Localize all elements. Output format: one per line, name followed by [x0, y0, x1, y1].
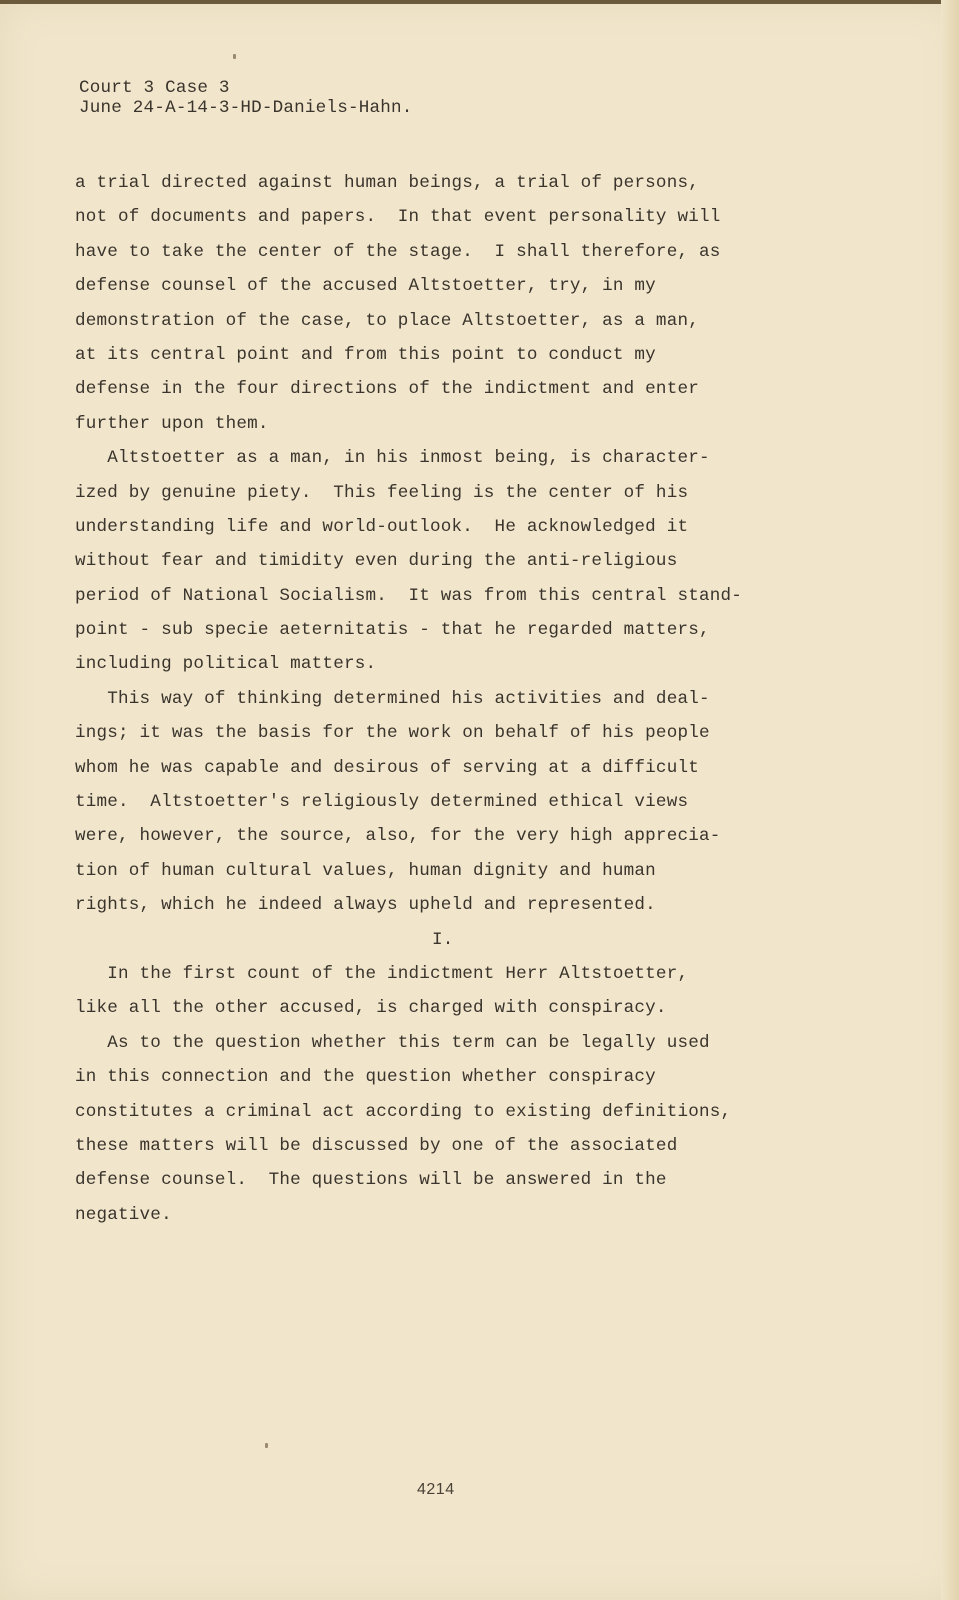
document-header: [79, 78, 413, 118]
body-line: As to the question whether this term can be legally used: [75, 1032, 710, 1053]
page-right-edge: [941, 0, 959, 1600]
body-line: This way of thinking determined his activities and deal-: [75, 688, 710, 709]
paper-speck: [233, 54, 236, 59]
body-line: at its central point and from this point to conduct my: [75, 344, 656, 365]
body-line: without fear and timidity even during the anti-religious: [75, 551, 678, 572]
body-line: defense counsel of the accused Altstoetter, try, in my: [75, 276, 656, 297]
body-line: in this connection and the question whether conspiracy: [75, 1067, 656, 1088]
body-line: not of documents and papers. In that event personality will: [75, 207, 721, 228]
header-court-case: Court 3 Case 3: [79, 78, 230, 98]
body-line: defense in the four directions of the indictment and enter: [75, 379, 699, 400]
body-line: like all the other accused, is charged with conspiracy.: [75, 998, 667, 1019]
body-line: tion of human cultural values, human dignity and human: [75, 860, 656, 881]
body-line: point - sub specie aeternitatis - that he regarded matters,: [75, 620, 710, 641]
page-top-edge: [0, 0, 959, 4]
body-line: whom he was capable and desirous of serving at a difficult: [75, 757, 699, 778]
body-line: a trial directed against human beings, a trial of persons,: [75, 173, 699, 193]
body-line: further upon them.: [75, 413, 269, 434]
body-line: these matters will be discussed by one of the associated: [75, 1135, 678, 1156]
header-date-reference: June 24-A-14-3-HD-Daniels-Hahn.: [79, 98, 413, 118]
body-line: ings; it was the basis for the work on behalf of his people: [75, 723, 710, 744]
body-line: rights, which he indeed always upheld and represented.: [75, 895, 656, 916]
body-line: Altstoetter as a man, in his inmost being, is character-: [75, 448, 710, 469]
body-line: period of National Socialism. It was from this central stand-: [75, 585, 742, 606]
paper-speck: [265, 1443, 268, 1448]
body-line: ized by genuine piety. This feeling is the center of his: [75, 482, 689, 503]
body-line: understanding life and world-outlook. He acknowledged it: [75, 516, 689, 537]
document-body: [75, 166, 855, 1232]
body-line: time. Altstoetter's religiously determined ethical views: [75, 792, 689, 813]
body-line: negative.: [75, 1204, 172, 1225]
page-number: 4214: [417, 1481, 455, 1498]
body-line: have to take the center of the stage. I shall therefore, as: [75, 241, 721, 262]
body-line: In the first count of the indictment Herr Altstoetter,: [75, 963, 689, 984]
body-line: demonstration of the case, to place Altstoetter, as a man,: [75, 310, 699, 331]
section-heading: I.: [432, 929, 454, 950]
body-line: defense counsel. The questions will be answered in the: [75, 1170, 667, 1191]
body-line: were, however, the source, also, for the very high apprecia-: [75, 826, 721, 847]
body-line: including political matters.: [75, 654, 377, 675]
body-line: constitutes a criminal act according to existing definitions,: [75, 1101, 732, 1122]
